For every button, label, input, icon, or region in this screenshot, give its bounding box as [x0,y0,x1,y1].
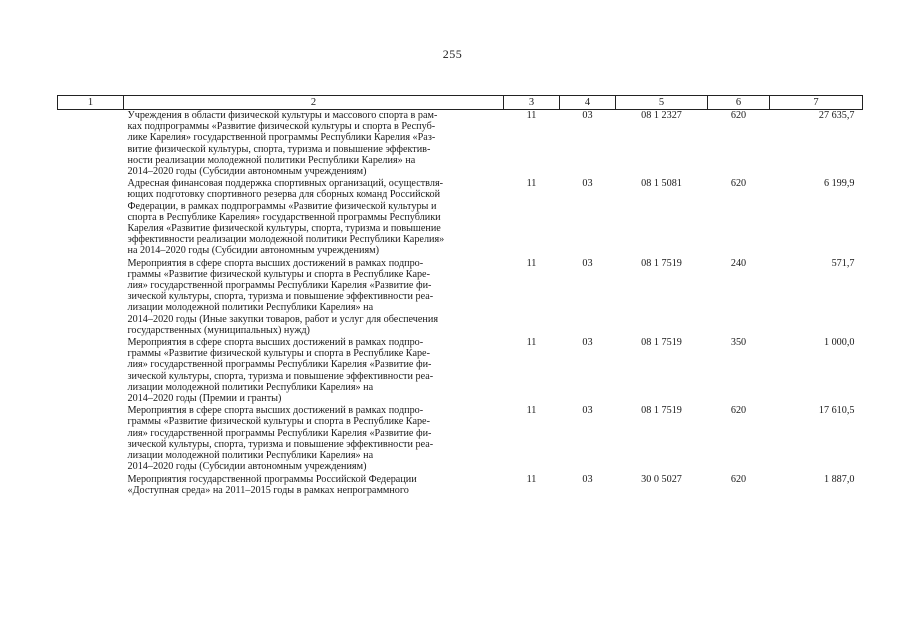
empty-cell [58,110,124,179]
row-description: Мероприятия государственной программы Российской Федерации «Доступная среда» на 2011–2015 годы в рамках непрограммного [127,473,417,496]
empty-cell [58,178,124,257]
column-header-1: 1 [58,96,124,110]
row-description: Мероприятия в сфере спорта высших достижений в рамках подпро- граммы «Развитие физической культуры и спорта в Республике Каре- лия» государственной программы Республики Карелия «Развитие фи- зической культуры, спорта, туризма и повышение эффективности реа- лизации молодежной политики Республики Карелия» на 2014–2020 годы (Субсидии автономным учреждениям) [127,405,434,473]
empty-cell [58,258,124,337]
amount-value: 27 635,7 [818,110,855,121]
page-number: 255 [442,47,463,61]
section-code: 11 [526,337,537,349]
column-header-5: 5 [616,96,708,110]
table-row [58,258,863,337]
subsection-code: 03 [582,178,593,190]
subsection-code: 03 [582,473,593,485]
target-article-code: 30 0 5027 [641,473,682,485]
section-code: 11 [526,178,537,190]
subsection-code: 03 [582,405,593,417]
row-description: Мероприятия в сфере спорта высших достижений в рамках подпро- граммы «Развитие физической культуры и спорта в Республике Каре- лия» государственной программы Республики Карелия «Развитие фи- зической культуры, спорта, туризма и повышение эффективности реа- лизации молодежной политики Республики Карелия» на 2014–2020 годы (Иные закупки товаров, работ и услуг для обеспечения государственных (муниципальных) нужд) [127,257,439,336]
empty-cell [58,337,124,405]
table-row [58,474,863,497]
expense-type-code: 620 [730,178,747,190]
target-article-code: 08 1 7519 [641,257,682,269]
section-code: 11 [526,110,537,121]
table-row [58,405,863,473]
amount-value: 17 610,5 [818,405,855,417]
table-row [58,178,863,257]
row-description: Мероприятия в сфере спорта высших достижений в рамках подпро- граммы «Развитие физической культуры и спорта в Республике Каре- лия» государственной программы Республики Карелия «Развитие фи- зической культуры, спорта, туризма и повышение эффективности реа- лизации молодежной политики Республики Карелия» на 2014–2020 годы (Премии и гранты) [127,337,434,405]
amount-value: 571,7 [831,257,855,269]
section-code: 11 [526,257,537,269]
row-description: Адресная финансовая поддержка спортивных организаций, осуществля- ющих подготовку спортивного резерва для сборных команд Российской Федерации, в рамках подпрограммы «Развитие физической культуры и спорта в Республике Карелия» государственной программы Республики Карелия «Развитие физической культуры, спорта, туризма и повышение эффективности реализации молодежной политики Республики Карелия» на 2014–2020 годы (Субсидии автономным учреждениям) [127,178,445,257]
expense-type-code: 620 [730,473,747,485]
section-code: 11 [526,405,537,417]
amount-value: 1 887,0 [823,473,855,485]
column-header-3: 3 [504,96,560,110]
target-article-code: 08 1 5081 [641,178,682,190]
table-row [58,337,863,405]
column-header-6: 6 [708,96,770,110]
empty-cell [58,474,124,497]
budget-table [57,95,863,497]
target-article-code: 08 1 2327 [641,110,682,121]
column-header-7: 7 [770,96,863,110]
column-number-header-row [58,96,863,110]
column-header-4: 4 [560,96,616,110]
section-code: 11 [526,473,537,485]
expense-type-code: 620 [730,110,747,121]
target-article-code: 08 1 7519 [641,405,682,417]
subsection-code: 03 [582,337,593,349]
expense-type-code: 350 [730,337,747,349]
amount-value: 6 199,9 [823,178,855,190]
expense-type-code: 240 [730,257,747,269]
column-header-2: 2 [124,96,504,110]
expense-type-code: 620 [730,405,747,417]
amount-value: 1 000,0 [823,337,855,349]
table-row [58,110,863,179]
target-article-code: 08 1 7519 [641,337,682,349]
subsection-code: 03 [582,110,593,121]
subsection-code: 03 [582,257,593,269]
row-description: Учреждения в области физической культуры и массового спорта в рам- ках подпрограммы «Развитие физической культуры и спорта в Респуб- лике Карелия» государственной программы Республики Карелия «Раз- витие физической культуры, спорта, туризма и повышение эффектив- ности реализации молодежной политики Республики Карелия» на 2014–2020 годы (Субсидии автономным учреждениям) [127,110,438,178]
empty-cell [58,405,124,473]
